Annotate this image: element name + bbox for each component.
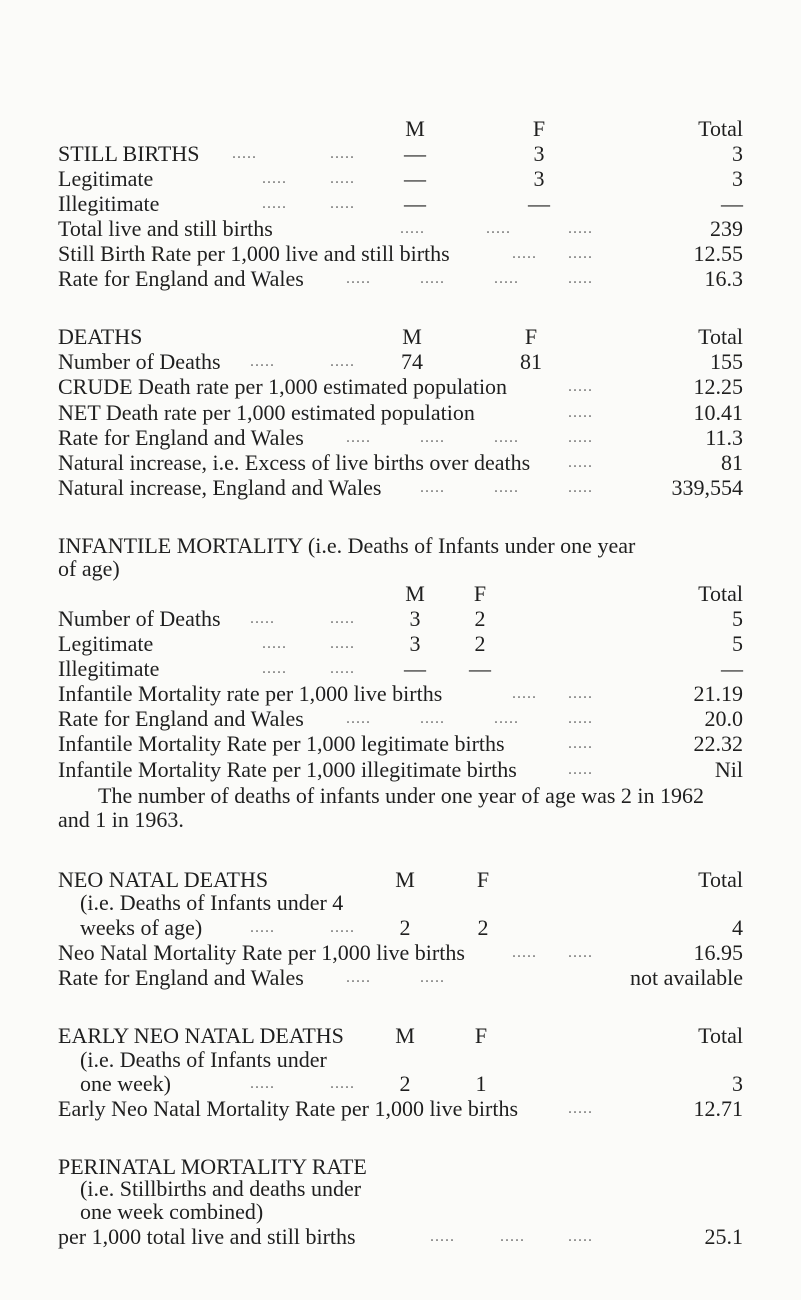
total-value: 3: [732, 1071, 743, 1096]
table-row: one week) ..... ..... 2 1 3: [80, 1071, 743, 1096]
total-value: 239: [710, 216, 743, 241]
perinatal-sub2: [0, 1200, 801, 1224]
total-value: 12.25: [693, 374, 743, 399]
total-value: 3: [732, 141, 743, 166]
table-row: Natural increase, England and Wales ..... ..... ..... 339,554: [58, 475, 743, 500]
row-label: Natural increase, i.e. Excess of live births over deaths: [58, 450, 531, 475]
total-value: 3: [732, 166, 743, 191]
m-value: 2: [399, 1071, 411, 1096]
table-row: NET Death rate per 1,000 estimated population ..... 10.41: [58, 400, 743, 425]
row-label: Illegitimate: [58, 191, 160, 216]
table-row: Infantile Mortality Rate per 1,000 illegitimate births ..... Nil: [58, 757, 743, 782]
row-label: Infantile Mortality rate per 1,000 live births: [58, 681, 443, 706]
early-neonatal-header: [0, 1023, 801, 1049]
row-label: CRUDE Death rate per 1,000 estimated population: [58, 374, 508, 399]
table-row: Neo Natal Mortality Rate per 1,000 live births ..... ..... 16.95: [58, 940, 743, 965]
section-heading: EARLY NEO NATAL DEATHS: [58, 1023, 344, 1048]
perinatal-header: [0, 1154, 801, 1178]
m-value: 2: [399, 915, 411, 940]
m-value: 74: [401, 349, 423, 374]
total-value: 25.1: [704, 1224, 743, 1249]
m-value: 3: [409, 606, 421, 631]
total-value: 339,554: [671, 475, 743, 500]
f-col-header: F: [524, 324, 538, 349]
row-label: Rate for England and Wales: [58, 965, 304, 990]
section-heading: NEO NATAL DEATHS: [58, 867, 269, 892]
total-value: 11.3: [705, 425, 743, 450]
table-row: per 1,000 total live and still births ..... ..... ..... 25.1: [58, 1224, 743, 1249]
section-subheading: (i.e. Deaths of Infants under 4: [80, 890, 344, 915]
m-value: 3: [409, 631, 421, 656]
total-col-header: Total: [698, 116, 743, 141]
f-col-header: F: [473, 581, 487, 606]
row-label: Rate for England and Wales: [58, 425, 304, 450]
total-value: 5: [732, 606, 743, 631]
table-row: CRUDE Death rate per 1,000 estimated population ..... 12.25: [58, 374, 743, 399]
table-row: Rate for England and Wales ..... ..... not available: [58, 965, 743, 990]
row-label: NET Death rate per 1,000 estimated population: [58, 400, 475, 425]
m-value: —: [404, 141, 426, 166]
row-label: Early Neo Natal Mortality Rate per 1,000 live births: [58, 1096, 519, 1121]
table-row: Rate for England and Wales ..... ..... ..... ..... 20.0: [58, 706, 743, 731]
section-heading: PERINATAL MORTALITY RATE: [58, 1154, 367, 1179]
total-col-header: Total: [698, 1023, 743, 1048]
stillbirths-header: [0, 116, 801, 142]
total-value: 12.55: [693, 241, 743, 266]
total-value: 4: [732, 915, 743, 940]
total-value: 10.41: [693, 400, 743, 425]
row-label: Number of Deaths: [58, 349, 221, 374]
total-value: 20.0: [704, 706, 743, 731]
f-col-header: F: [532, 116, 546, 141]
neonatal-sub: [0, 890, 801, 916]
total-value: 21.19: [693, 681, 743, 706]
table-row: Infantile Mortality Rate per 1,000 legitimate births ..... 22.32: [58, 731, 743, 756]
total-value: 155: [710, 349, 743, 374]
m-value: —: [404, 166, 426, 191]
f-col-header: F: [476, 867, 490, 892]
early-neonatal-sub: [0, 1047, 801, 1073]
total-value: 81: [721, 450, 743, 475]
deaths-header: [0, 324, 801, 350]
f-value: —: [469, 656, 491, 681]
section-subheading: (i.e. Stillbirths and deaths under: [80, 1176, 362, 1201]
section-heading: INFANTILE MORTALITY (i.e. Deaths of Infants under one year: [58, 533, 636, 558]
table-row: Legitimate ..... ..... — 3 3: [58, 166, 743, 191]
f-value: 3: [533, 141, 545, 166]
infantile-col-header: [0, 581, 801, 607]
f-value: —: [528, 191, 550, 216]
infantile-note: The number of deaths of infants under one year of age was 2 in 1962 and 1 in 1963.: [58, 783, 705, 832]
row-label: Rate for England and Wales: [58, 706, 304, 731]
total-value: —: [721, 656, 743, 681]
row-label: Total live and still births: [58, 216, 273, 241]
row-label: Neo Natal Mortality Rate per 1,000 live births: [58, 940, 465, 965]
table-row: Rate for England and Wales ..... ..... ..... ..... 16.3: [58, 266, 743, 291]
m-col-header: M: [405, 581, 425, 606]
table-row: Illegitimate ..... ..... — — —: [58, 656, 743, 681]
total-value: —: [721, 191, 743, 216]
m-value: —: [404, 191, 426, 216]
table-row: Number of Deaths ..... ..... 74 81 155: [58, 349, 743, 374]
section-heading: DEATHS: [58, 324, 143, 349]
total-col-header: Total: [698, 324, 743, 349]
table-row: Rate for England and Wales ..... ..... ..... ..... 11.3: [58, 425, 743, 450]
row-label: Illegitimate: [58, 656, 160, 681]
row-label: Infantile Mortality Rate per 1,000 illegitimate births: [58, 757, 517, 782]
f-value: 81: [520, 349, 542, 374]
m-col-header: M: [402, 324, 422, 349]
total-value: not available: [629, 965, 743, 990]
total-col-header: Total: [698, 581, 743, 606]
perinatal-sub1: [0, 1177, 801, 1201]
row-label: Natural increase, England and Wales: [58, 475, 382, 500]
table-row: Number of Deaths ..... ..... 3 2 5: [58, 606, 743, 631]
row-label: Infantile Mortality Rate per 1,000 legitimate births: [58, 731, 505, 756]
table-row: Legitimate ..... ..... 3 2 5: [58, 631, 743, 656]
total-value: 22.32: [693, 731, 743, 756]
row-label: Number of Deaths: [58, 606, 221, 631]
row-label: Legitimate: [58, 166, 154, 191]
f-value: 3: [533, 166, 545, 191]
m-col-header: M: [395, 867, 415, 892]
table-row: Still Birth Rate per 1,000 live and still births ..... ..... 12.55: [58, 241, 743, 266]
m-col-header: M: [395, 1023, 415, 1048]
section-subheading: (i.e. Deaths of Infants under: [80, 1047, 327, 1072]
total-value: Nil: [714, 757, 743, 782]
table-row: Natural increase, i.e. Excess of live births over deaths ..... 81: [58, 450, 743, 475]
section-heading-cont: of age): [58, 556, 120, 581]
row-label: Rate for England and Wales: [58, 266, 304, 291]
row-label: Legitimate: [58, 631, 154, 656]
total-value: 16.3: [704, 266, 743, 291]
table-row: Total live and still births ..... ..... ..... 239: [58, 216, 743, 241]
row-label: STILL BIRTHS: [58, 141, 200, 166]
table-row: STILL BIRTHS ..... ..... — 3 3: [58, 141, 743, 166]
table-row: Early Neo Natal Mortality Rate per 1,000 live births ..... 12.71: [58, 1096, 743, 1121]
total-value: 16.95: [693, 940, 743, 965]
row-label: one week): [80, 1071, 172, 1096]
m-value: —: [404, 656, 426, 681]
total-value: 12.71: [693, 1096, 743, 1121]
row-label: per 1,000 total live and still births: [58, 1224, 356, 1249]
table-row: weeks of age) ..... ..... 2 2 4: [80, 915, 743, 940]
f-col-header: F: [474, 1023, 488, 1048]
row-label: Still Birth Rate per 1,000 live and still births: [58, 241, 450, 266]
table-row: Illegitimate ..... ..... — — —: [58, 191, 743, 216]
section-subheading: one week combined): [80, 1199, 264, 1224]
row-label: weeks of age): [80, 915, 203, 940]
total-value: 5: [732, 631, 743, 656]
infantile-heading-cont: [0, 556, 801, 582]
table-row: Infantile Mortality rate per 1,000 live births ..... ..... 21.19: [58, 681, 743, 706]
f-value: 1: [475, 1071, 487, 1096]
total-col-header: Total: [698, 867, 743, 892]
m-col-header: M: [405, 116, 425, 141]
f-value: 2: [474, 631, 486, 656]
f-value: 2: [477, 915, 489, 940]
f-value: 2: [474, 606, 486, 631]
